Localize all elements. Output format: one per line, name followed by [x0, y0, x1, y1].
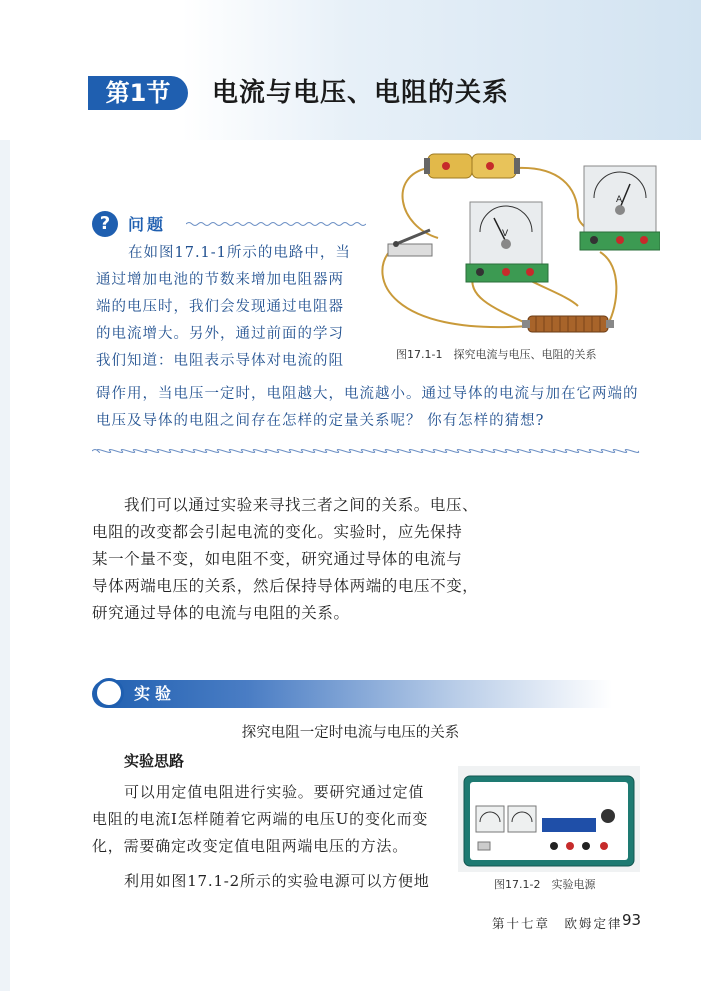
- page-number: 93: [622, 911, 642, 929]
- section-title: 电流与电压、电阻的关系: [212, 78, 510, 108]
- question-heading: 问题: [128, 215, 167, 234]
- experiment-subheading: 实验思路: [124, 752, 185, 770]
- question-line-5: 我们知道：电阻表示导体对电流的阻: [96, 353, 344, 369]
- experiment-line-2: 电阻的电流I怎样随着它两端的电压U的变化而变: [92, 810, 429, 828]
- experiment-title: 探究电阻一定时电流与电压的关系: [241, 725, 460, 741]
- question-line-7: 电压及导体的电阻之间存在怎样的定量关系呢？ 你有怎样的猜想?: [96, 413, 545, 429]
- wavy-divider-top: [186, 221, 366, 227]
- question-line-4: 的电流增大。另外，通过前面的学习: [96, 326, 344, 342]
- ammeter-terminal-06: 0.6: [615, 252, 625, 259]
- ammeter-symbol: A: [616, 195, 623, 205]
- experiment-label: 实验: [134, 684, 177, 703]
- ammeter-terminal-neg: -: [592, 252, 596, 259]
- power-supply-figure: [458, 766, 640, 872]
- figure2-caption: 图17.1-2 实验电源: [494, 878, 596, 891]
- battery-icon: [424, 154, 520, 178]
- voltmeter-terminal-3: 3: [504, 284, 508, 291]
- footer-chapter: 第十七章 欧姆定律: [492, 916, 623, 931]
- experiment-line-4: 利用如图17.1-2所示的实验电源可以方便地: [124, 872, 430, 890]
- body-line-1: 我们可以通过实验来寻找三者之间的关系。电压、: [124, 496, 479, 514]
- question-line-6: 碍作用，当电压一定时，电阻越大，电流越小。通过导体的电流与加在它两端的: [96, 386, 639, 402]
- resistor-icon: [522, 316, 614, 332]
- left-margin-stripe: [0, 140, 10, 991]
- switch-icon: [388, 230, 432, 256]
- wavy-divider-bottom: [92, 448, 640, 454]
- body-line-5: 研究通过导体的电流与电阻的关系。: [92, 604, 350, 622]
- voltmeter-symbol: V: [502, 229, 509, 239]
- magnifier-icon: [94, 678, 124, 708]
- voltmeter-terminal-neg: -: [478, 284, 482, 291]
- question-line-3: 端的电压时，我们会发现通过电阻器: [96, 299, 344, 315]
- question-line-1: 在如图17.1-1所示的电路中，当: [128, 245, 351, 261]
- voltmeter-terminal-15: 15: [526, 284, 534, 291]
- experiment-line-3: 化，需要确定改变定值电阻两端电压的方法。: [92, 837, 409, 855]
- ammeter-icon: [580, 166, 660, 259]
- adjust-knob-icon: [601, 809, 615, 823]
- question-line-2: 通过增加电池的节数来增加电阻器两: [96, 272, 344, 288]
- body-line-2: 电阻的改变都会引起电流的变化。实验时，应先保持: [92, 523, 463, 541]
- figure1-caption: 图17.1-1 探究电流与电压、电阻的关系: [396, 348, 597, 361]
- section-badge: 第1节: [88, 76, 188, 110]
- voltmeter-icon: [466, 202, 548, 291]
- body-line-4: 导体两端电压的关系，然后保持导体两端的电压不变，: [92, 577, 479, 595]
- experiment-line-1: 可以用定值电阻进行实验。要研究通过定值: [124, 783, 425, 801]
- panel-meter-left-icon: [476, 806, 504, 832]
- circuit-figure: [368, 146, 660, 346]
- header-band: [0, 0, 701, 140]
- body-line-3: 某一个量不变，如电阻不变，研究通过导体的电流与: [92, 550, 463, 568]
- panel-meter-right-icon: [508, 806, 536, 832]
- ammeter-terminal-3: 3: [642, 252, 646, 259]
- question-icon: ?: [92, 211, 118, 237]
